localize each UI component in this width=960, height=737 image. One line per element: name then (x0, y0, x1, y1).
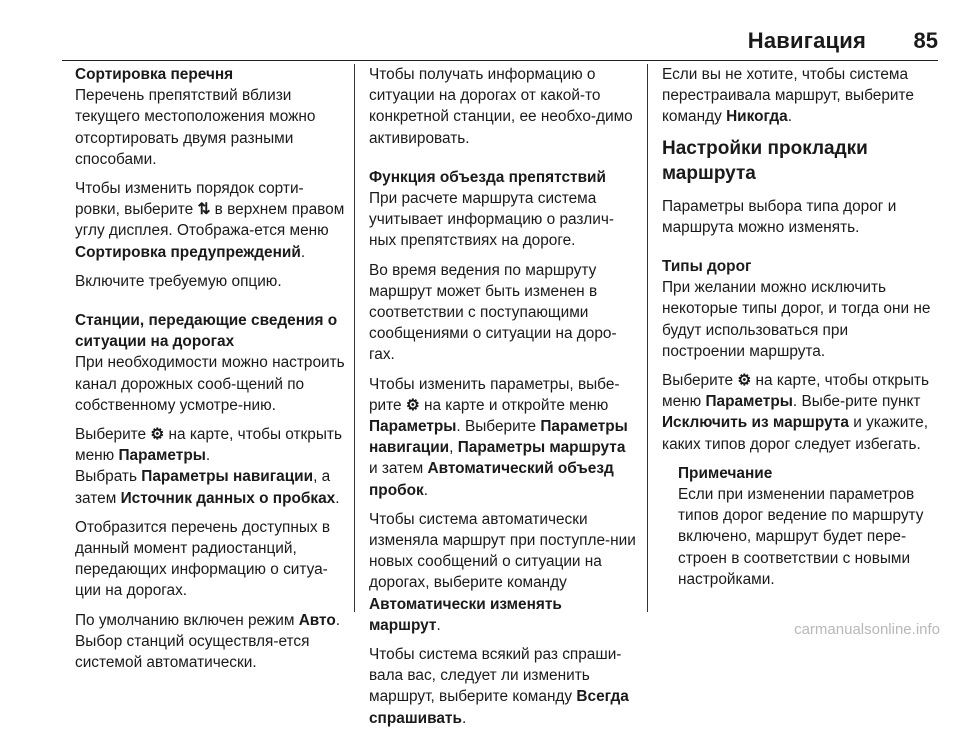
page-title: Навигация (747, 28, 866, 53)
section-heading: Типы дорог (662, 258, 752, 276)
paragraph: Выберите ⚙ на карте, чтобы открыть меню Параметры. Выбе-рите пункт Исключить из маршрута и укажите, каких типов дорог следует избегать. (662, 372, 929, 453)
paragraph: Если вы не хотите, чтобы система перестраивала маршрут, выберите команду Никогда. (662, 66, 914, 126)
paragraph: Чтобы изменить параметры, выбе-рите ⚙ на карте и откройте меню Параметры. Выберите Параметры навигации, Параметры маршрута и затем Автоматический объезд пробок. (369, 375, 628, 499)
paragraph: Перечень препятствий вблизи текущего местоположения можно отсортировать двумя разными способами. (75, 87, 316, 168)
paragraph: Параметры выбора типа дорог и маршрута можно изменять. (662, 197, 897, 236)
section-heading: Настройки прокладки маршрута (662, 137, 868, 184)
paragraph: Чтобы система всякий раз спраши-вала вас, следует ли изменить маршрут, выберите команду Всегда спрашивать. (369, 646, 629, 727)
paragraph: Отобразится перечень доступных в данный момент радиостанций, передающих информацию о ситуа-ции на дорогах. (75, 518, 331, 600)
section-heading: Станции, передающие сведения о ситуации на дорогах (75, 312, 338, 351)
section-heading: Функция объезда препятствий (369, 168, 606, 186)
page-header (62, 0, 938, 55)
column-divider (647, 64, 648, 612)
note-box (662, 463, 932, 590)
paragraph: При желании можно исключить некоторые типы дорог, и тогда они не будут использоваться при построении маршрута. (662, 279, 931, 360)
paragraph: При необходимости можно настроить канал дорожных сооб-щений по собственному усмотре-нию. (75, 354, 345, 414)
note-title: Примечание (678, 464, 773, 482)
header-rule (62, 60, 938, 61)
sort-icon: ⇅ (197, 201, 211, 219)
note-text: Если при изменении параметров типов дорог ведение по маршруту включено, маршрут будет пере-строен в соответствии с новыми настройками. (678, 486, 924, 588)
settings-icon: ⚙ (405, 396, 420, 414)
section-heading: Сортировка перечня (75, 66, 234, 83)
page-number: 85 (913, 28, 938, 53)
settings-icon: ⚙ (150, 426, 165, 444)
paragraph: Включите требуемую опцию. (75, 272, 282, 290)
paragraph: Во время ведения по маршруту маршрут может быть изменен в соответствии с поступающими сообщениями о ситуации на доро-гах. (369, 261, 617, 364)
paragraph: По умолчанию включен режим Авто. Выбор станций осуществля-ется системой автоматически. (75, 611, 341, 672)
paragraph: При расчете маршрута система учитывает информацию о различ-ных препятствиях на дороге. (369, 190, 614, 250)
column-3 (662, 64, 932, 598)
watermark: carmanualsonline.info (794, 621, 940, 638)
column-divider (354, 64, 355, 612)
paragraph: Чтобы получать информацию о ситуации на дорогах от какой-то конкретной станции, ее необхо-димо активировать. (369, 66, 633, 147)
paragraph: Выберите ⚙ на карте, чтобы открыть меню Параметры. Выбрать Параметры навигации, а затем Источник данных о пробках. (75, 426, 342, 507)
settings-icon: ⚙ (737, 372, 752, 390)
column-2 (369, 64, 637, 737)
paragraph: Чтобы система автоматически изменяла маршрут при поступле-нии новых сообщений о ситуации на дорогах, выберите команду Автоматически изменять маршрут. (369, 510, 636, 634)
column-1 (75, 64, 345, 681)
paragraph: Чтобы изменить порядок сорти-ровки, выберите ⇅ в верхнем правом углу дисплея. Отобража-ется меню Сортировка предупреждений. (75, 180, 345, 261)
